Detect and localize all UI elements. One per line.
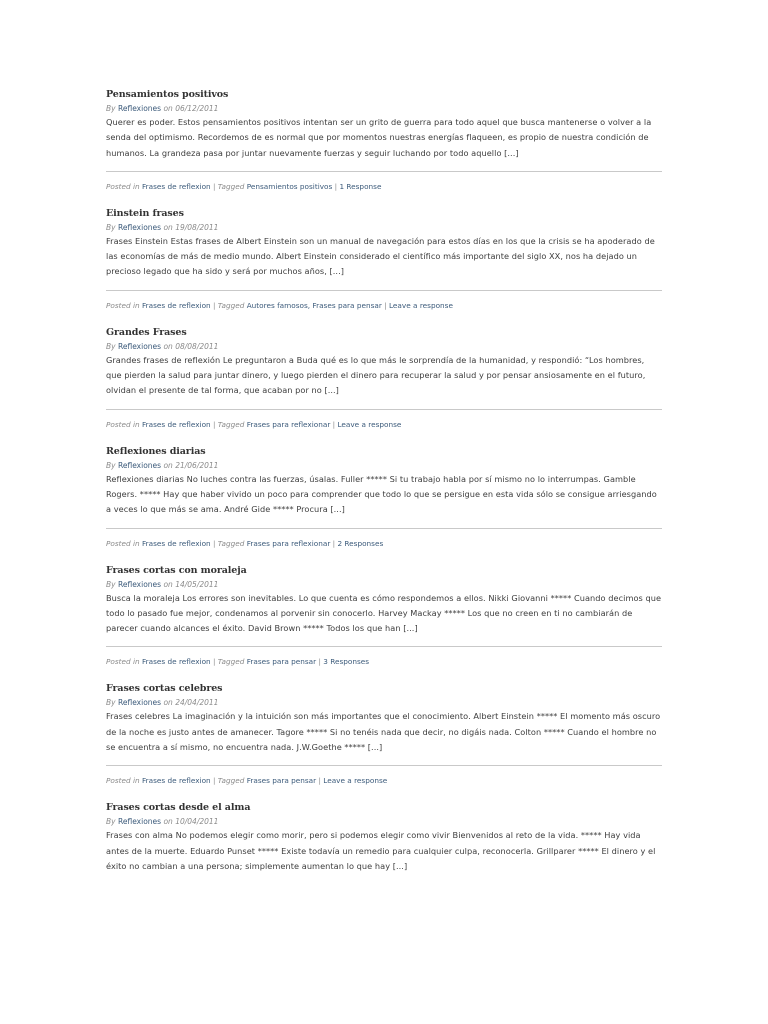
posted-in-label: Posted in	[106, 300, 140, 310]
responses-link[interactable]: 1 Response	[339, 181, 382, 191]
category-link[interactable]: Frases de reflexion	[141, 300, 211, 310]
meta-separator: |	[213, 776, 216, 786]
divider	[106, 171, 662, 172]
author-link[interactable]: Reflexiones	[117, 104, 162, 113]
on-label: on	[163, 579, 173, 589]
post-date: 19/08/2011	[175, 222, 219, 232]
category-link[interactable]: Frases de reflexion	[141, 419, 211, 429]
meta-separator: |	[213, 538, 216, 548]
author-link[interactable]: Reflexiones	[117, 341, 162, 351]
post-date: 10/04/2011	[175, 817, 219, 827]
post-byline	[106, 341, 662, 353]
post-entry	[106, 801, 662, 874]
by-label: By	[106, 698, 116, 708]
post-entry	[106, 88, 662, 193]
post-byline	[106, 103, 662, 115]
post-entry	[106, 445, 662, 550]
meta-separator: |	[318, 776, 321, 786]
post-list	[106, 88, 662, 874]
post-entry	[106, 207, 662, 312]
post-meta	[106, 656, 662, 668]
meta-separator: |	[384, 300, 387, 310]
on-label: on	[163, 817, 173, 827]
tags-link[interactable]: Autores famosos, Frases para pensar	[246, 300, 382, 310]
posted-in-label: Posted in	[106, 776, 140, 786]
tagged-label: Tagged	[217, 181, 245, 191]
post-title[interactable]: Grandes Frases	[106, 326, 187, 338]
divider	[106, 646, 662, 647]
post-title[interactable]: Reflexiones diarias	[106, 445, 206, 457]
post-title[interactable]: Frases cortas celebres	[106, 683, 223, 695]
responses-link[interactable]: Leave a response	[389, 300, 453, 310]
responses-link[interactable]: Leave a response	[323, 776, 388, 786]
on-label: on	[163, 341, 173, 351]
posted-in-label: Posted in	[106, 538, 140, 548]
post-byline	[106, 579, 662, 591]
post-title[interactable]: Frases cortas con moraleja	[106, 564, 247, 576]
divider	[106, 409, 662, 410]
tags-link[interactable]: Pensamientos positivos	[246, 181, 333, 191]
category-link[interactable]: Frases de reflexion	[141, 181, 211, 191]
author-link[interactable]: Reflexiones	[117, 460, 162, 470]
post-title[interactable]: Pensamientos positivos	[106, 89, 229, 100]
post-date: 08/08/2011	[175, 341, 219, 351]
post-title[interactable]: Einstein frases	[106, 207, 184, 219]
post-meta	[106, 419, 662, 431]
post-entry	[106, 326, 662, 431]
post-excerpt: Frases Einstein Estas frases de Albert Einstein son un manual de navegación para estos días en los que la crisis se ha apoderado de las economías de más de medio mundo. Albert Einstein considerado el científico más importante del siglo XX, nos ha dejado un precioso legado que ha sido y será por muchos años, [...]	[106, 235, 655, 277]
divider	[106, 290, 662, 291]
author-link[interactable]: Reflexiones	[117, 698, 162, 708]
tagged-label: Tagged	[217, 419, 245, 429]
meta-separator: |	[332, 538, 336, 548]
tagged-label: Tagged	[217, 538, 245, 548]
post-date: 21/06/2011	[175, 460, 219, 470]
by-label: By	[106, 579, 116, 589]
post-meta	[106, 181, 662, 193]
post-date: 06/12/2011	[175, 104, 219, 113]
meta-separator: |	[332, 419, 336, 429]
author-link[interactable]: Reflexiones	[117, 222, 162, 232]
post-excerpt: Grandes frases de reflexión Le preguntaron a Buda qué es lo que más le sorprendía de la humanidad, y respondió: “Los hombres, que pierden la salud para juntar dinero, y luego pierden el dinero para recuperar la salud y por pensar ansiosamente en el futuro, olvidan el presente de tal forma, que acaban por no [...]	[106, 354, 646, 396]
tags-link[interactable]: Frases para reflexionar	[246, 538, 331, 548]
post-excerpt: Frases celebres La imaginación y la intuición son más importantes que el conocimiento. Albert Einstein ***** El momento más oscuro de la noche es justo antes de amanecer. Tagore ***** Si no tenéis nada que decir, no digáis nada. Colton ***** Cuando el hombre no se encuentra a sí mismo, no encuentra nada. J.W.Goethe ***** [...]	[106, 711, 661, 753]
responses-link[interactable]: 2 Responses	[337, 538, 384, 548]
meta-separator: |	[213, 657, 216, 667]
post-meta	[106, 300, 662, 312]
by-label: By	[106, 222, 116, 232]
by-label: By	[106, 104, 116, 113]
by-label: By	[106, 341, 116, 351]
post-byline	[106, 222, 662, 234]
tagged-label: Tagged	[217, 657, 245, 667]
divider	[106, 528, 662, 529]
meta-separator: |	[213, 181, 216, 191]
post-meta	[106, 775, 662, 787]
post-byline	[106, 816, 662, 828]
tags-link[interactable]: Frases para pensar	[246, 776, 317, 786]
by-label: By	[106, 817, 116, 827]
post-excerpt: Querer es poder. Estos pensamientos positivos intentan ser un grito de guerra para todo aquel que busca mantenerse o volver a la senda del optimismo. Recordemos de es normal que por momentos nuestras energías flaqueen, es propio de nuestra condición de humanos. La grandeza pasa por juntar nuevamente fuerzas y seguir luchando por todo aquello [...]	[106, 117, 652, 158]
post-title[interactable]: Frases cortas desde el alma	[106, 802, 251, 814]
responses-link[interactable]: Leave a response	[337, 419, 402, 429]
post-byline	[106, 697, 662, 709]
post-date: 14/05/2011	[175, 579, 219, 589]
on-label: on	[163, 698, 173, 708]
category-link[interactable]: Frases de reflexion	[141, 776, 211, 786]
on-label: on	[163, 222, 173, 232]
by-label: By	[106, 460, 116, 470]
post-entry	[106, 564, 662, 669]
post-byline	[106, 460, 662, 472]
post-meta	[106, 538, 662, 550]
post-date: 24/04/2011	[175, 698, 219, 708]
author-link[interactable]: Reflexiones	[117, 579, 162, 589]
tagged-label: Tagged	[217, 300, 245, 310]
post-excerpt: Frases con alma No podemos elegir como morir, pero si podemos elegir como vivir Bienvenidos al reto de la vida. ***** Hay vida antes de la muerte. Eduardo Punset ***** Existe todavía un remedio para cualquier culpa, reconocerla. Grillparer ***** El dinero y el éxito no cambian a una persona; simplemente aumentan lo que hay [...]	[106, 830, 656, 871]
meta-separator: |	[213, 300, 216, 310]
posted-in-label: Posted in	[106, 419, 140, 429]
tags-link[interactable]: Frases para pensar	[246, 657, 317, 667]
tagged-label: Tagged	[217, 776, 245, 786]
posted-in-label: Posted in	[106, 181, 140, 191]
tags-link[interactable]: Frases para reflexionar	[246, 419, 331, 429]
meta-separator: |	[334, 181, 338, 191]
post-excerpt: Reflexiones diarias No luches contra las fuerzas, úsalas. Fuller ***** Si tu trabajo habla por sí mismo no lo interrumpas. Gamble Rogers. ***** Hay que haber vivido un poco para comprender que todo lo que se persigue en esta vida sólo se consigue arriesgando a veces lo que más se ama. André Gide ***** Procura [...]	[106, 473, 657, 515]
author-link[interactable]: Reflexiones	[117, 817, 162, 827]
on-label: on	[163, 460, 173, 470]
posted-in-label: Posted in	[106, 657, 140, 667]
post-excerpt: Busca la moraleja Los errores son inevitables. Lo que cuenta es cómo respondemos a ellos. Nikki Giovanni ***** Cuando decimos que todo lo pasado fue mejor, condenamos al porvenir sin conocerlo. Harvey Mackay ***** Los que no creen en ti no cambiarán de parecer cuando alcances el éxito. David Brown ***** Todos los que han [...]	[106, 592, 662, 634]
divider	[106, 765, 662, 766]
category-link[interactable]: Frases de reflexion	[141, 538, 211, 548]
meta-separator: |	[318, 657, 321, 667]
on-label: on	[163, 104, 173, 113]
post-entry	[106, 682, 662, 787]
meta-separator: |	[213, 419, 216, 429]
responses-link[interactable]: 3 Responses	[323, 657, 370, 667]
category-link[interactable]: Frases de reflexion	[141, 657, 211, 667]
